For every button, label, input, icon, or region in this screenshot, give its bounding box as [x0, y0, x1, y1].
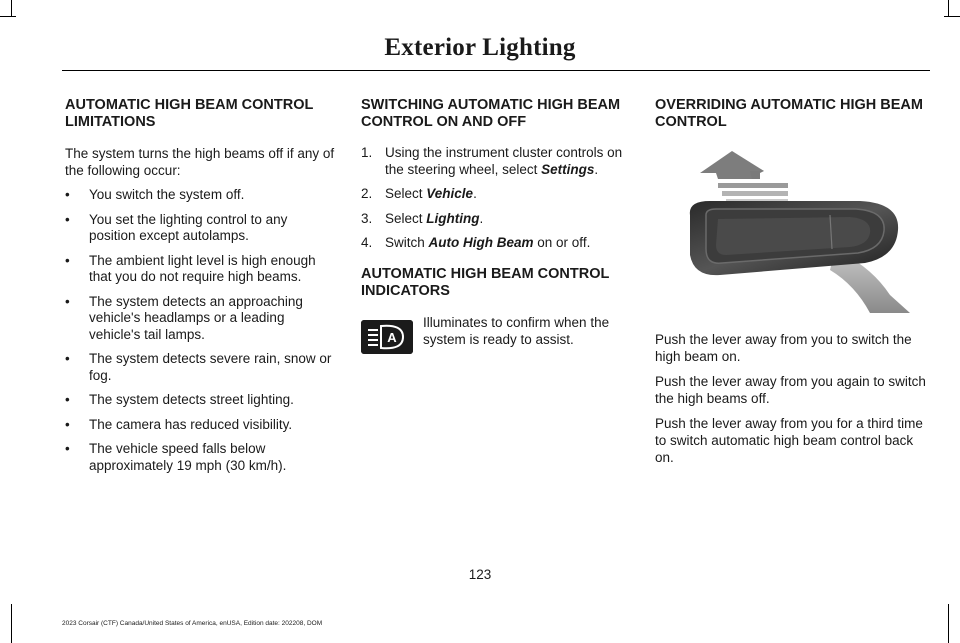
bullet: •: [65, 211, 70, 227]
column-limitations: [65, 97, 337, 482]
header-rule: [62, 70, 930, 71]
page-title: Exterior Lighting: [384, 34, 576, 61]
menu-item-lighting: Lighting: [426, 210, 480, 226]
step-item: 2. Select Vehicle.: [361, 186, 477, 201]
limitations-heading: AUTOMATIC HIGH BEAM CONTROL LIMITATIONS: [65, 97, 314, 130]
list-item: • The ambient light level is high enough that you do not require high beams.: [65, 252, 316, 284]
menu-item-vehicle: Vehicle: [426, 186, 474, 201]
crop-mark: [948, 604, 949, 643]
step-item: 4. Switch Auto High Beam on or off.: [361, 235, 591, 250]
lever-push-away-illustration: [660, 145, 918, 315]
switching-heading: SWITCHING AUTOMATIC HIGH BEAM CONTROL ON AND OFF: [361, 97, 621, 130]
bullet: •: [65, 392, 70, 407]
crop-mark: [0, 16, 16, 17]
overriding-heading: OVERRIDING AUTOMATIC HIGH BEAM CONTROL: [655, 97, 923, 130]
crop-mark: [11, 604, 12, 643]
limitations-intro: The system turns the high beams off if any of the following occur:: [65, 146, 335, 178]
indicators-heading: AUTOMATIC HIGH BEAM CONTROL INDICATORS: [361, 265, 610, 299]
crop-mark: [948, 0, 949, 16]
auto-high-beam-indicator-icon: [361, 320, 413, 354]
page-number: 123: [468, 567, 492, 582]
crop-mark: [11, 0, 12, 16]
indicator-description: Illuminates to confirm when the system is ready to assist.: [423, 314, 610, 347]
menu-item-auto-high-beam: Auto High Beam: [428, 235, 534, 250]
bullet: •: [65, 351, 70, 366]
switching-steps: [361, 145, 633, 252]
list-item: • The system detects street lighting.: [65, 392, 294, 407]
list-item: • The camera has reduced visibility.: [65, 416, 293, 432]
list-item: • The vehicle speed falls below approximately 19 mph (30 km/h).: [65, 441, 287, 473]
svg-text:A: A: [387, 329, 397, 345]
step-item: 3. Select Lighting.: [361, 210, 484, 226]
bullet: •: [65, 416, 70, 432]
bullet: •: [65, 187, 70, 202]
override-paragraph: Push the lever away from you to switch the high beam on.: [655, 332, 912, 364]
list-item: • The system detects an approaching vehicle's headlamps or a leading vehicle's tail lamps.: [65, 293, 303, 342]
list-item: • The system detects severe rain, snow or fog.: [65, 351, 332, 383]
override-paragraph: Push the lever away from you again to switch the high beams off.: [655, 374, 926, 406]
list-item: • You switch the system off.: [65, 187, 245, 202]
indicator-row: [361, 314, 633, 354]
limitations-list: [65, 187, 337, 474]
bullet: •: [65, 293, 70, 309]
menu-item-settings: Settings: [541, 161, 595, 177]
step-item: 1. Using the instrument cluster controls on the steering wheel, select Settings.: [361, 145, 623, 177]
bullet: •: [65, 252, 70, 268]
column-switching: [361, 97, 633, 354]
edition-footer: 2023 Corsair (CTF) Canada/United States of America, enUSA, Edition date: 202208, DOM: [62, 620, 323, 627]
list-item: • You set the lighting control to any position except autolamps.: [65, 211, 288, 243]
column-overriding: [655, 97, 930, 474]
bullet: •: [65, 441, 70, 456]
crop-mark: [944, 16, 960, 17]
override-paragraph: Push the lever away from you for a third time to switch automatic high beam control back on.: [655, 416, 923, 465]
